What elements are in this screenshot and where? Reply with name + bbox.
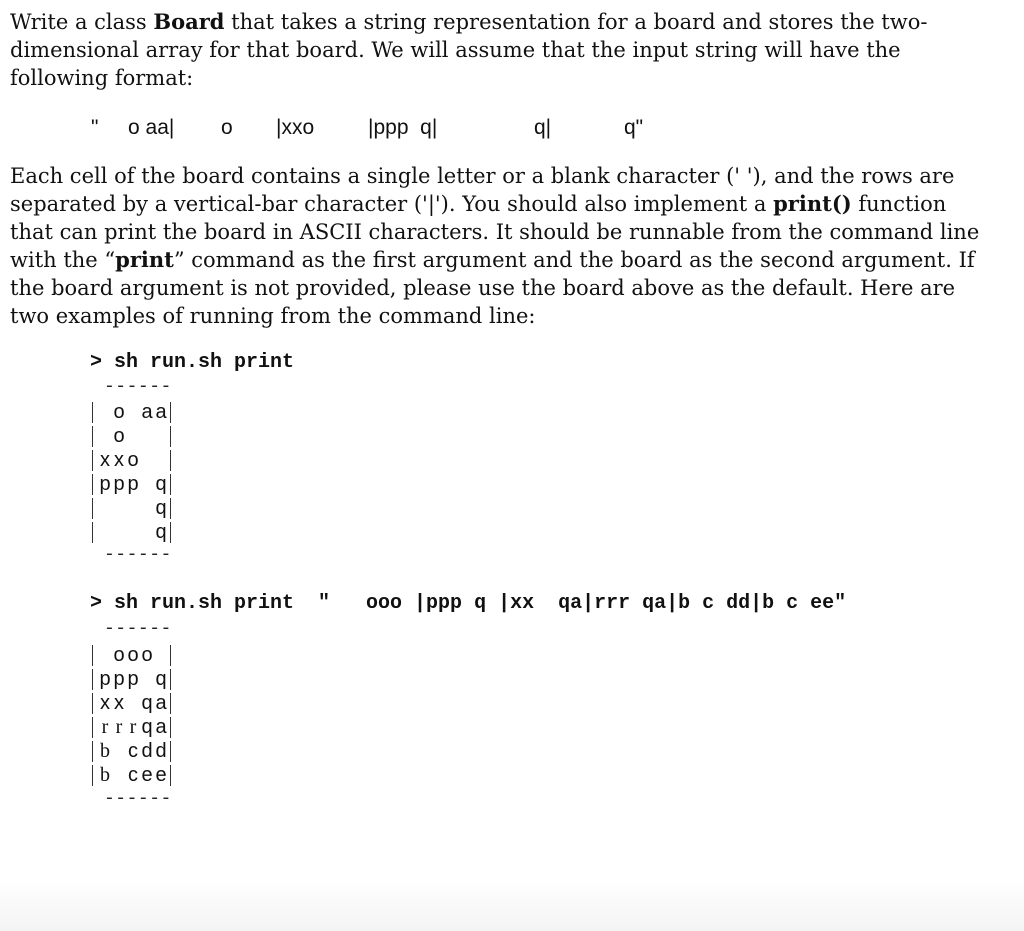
board-cell: a — [155, 692, 167, 714]
board-cell — [126, 691, 140, 715]
intro-paragraph — [10, 8, 1010, 92]
board-cell: p — [99, 668, 111, 690]
board-right-bar — [170, 450, 171, 471]
board-cell — [98, 520, 112, 544]
board-left-bar — [92, 522, 93, 543]
print-command-name: print — [115, 247, 174, 272]
board-cell — [140, 448, 154, 472]
board-cell — [140, 496, 154, 520]
board-right-bar — [170, 765, 171, 786]
board-right-bar — [170, 669, 171, 690]
board-left-bar — [92, 402, 93, 423]
board-cell: d — [141, 740, 153, 762]
board-cell: o — [127, 449, 139, 471]
board-cell: a — [155, 401, 167, 423]
board-cell: a — [141, 401, 153, 423]
board-cell — [112, 739, 126, 763]
board-cell — [98, 424, 112, 448]
board-cell — [140, 472, 154, 496]
board-cell: e — [155, 764, 167, 786]
board-right-bar — [170, 474, 171, 495]
board-right-bar — [170, 426, 171, 447]
board-cell — [140, 424, 154, 448]
example-1-bottom-separator: ------ — [104, 545, 172, 565]
body-line-3: that can print the board in ASCII characters. It should be runnable from the command line — [10, 220, 980, 244]
example-2-command: > sh run.sh print " ooo |ppp q |xx qa|rrr qa|b c dd|b c ee" — [90, 592, 847, 615]
board-right-bar — [170, 498, 171, 519]
board-cell: c — [128, 764, 138, 786]
board-cell: c — [128, 740, 138, 762]
board-cell: q — [155, 497, 167, 519]
board-cell: x — [114, 692, 124, 714]
board-cell: b — [100, 740, 110, 762]
format-open-quote: " — [91, 116, 99, 139]
board-cell: q — [141, 716, 153, 738]
board-cell — [112, 763, 126, 787]
body-paragraph — [10, 162, 1010, 330]
board-cell: p — [113, 473, 125, 495]
board-left-bar — [92, 474, 93, 495]
board-cell — [126, 520, 140, 544]
board-cell — [98, 496, 112, 520]
body-line-4: with the “print” command as the first argument and the board as the second argument. If — [10, 247, 975, 272]
intro-line-2: dimensional array for that board. We will assume that the input string will have the — [10, 38, 901, 62]
board-left-bar — [92, 693, 93, 714]
board-left-bar — [92, 717, 93, 738]
board-cell: q — [155, 473, 167, 495]
board-cell: q — [141, 692, 153, 714]
board-cell: e — [141, 764, 153, 786]
class-name-board: Board — [153, 9, 225, 34]
board-cell: o — [141, 644, 153, 666]
example-2-bottom-separator: ------ — [104, 789, 172, 809]
board-right-bar — [170, 645, 171, 666]
board-cell — [140, 520, 154, 544]
board-left-bar — [92, 426, 93, 447]
body-line-1: Each cell of the board contains a single letter or a blank character (' '), and the rows are — [10, 164, 955, 188]
board-left-bar — [92, 669, 93, 690]
format-row-2: o — [221, 116, 233, 139]
board-left-bar — [92, 765, 93, 786]
board-cell: x — [100, 449, 110, 471]
print-function-name: print() — [773, 191, 852, 216]
board-cell — [98, 400, 112, 424]
board-cell: r — [115, 716, 123, 738]
board-cell — [112, 496, 126, 520]
board-right-bar — [170, 402, 171, 423]
board-cell: p — [99, 473, 111, 495]
board-cell — [126, 424, 140, 448]
board-cell: a — [155, 716, 167, 738]
body-line-6: two examples of running from the command line: — [10, 304, 536, 328]
board-cell: b — [100, 764, 110, 786]
board-cell: d — [155, 740, 167, 762]
board-cell: o — [113, 644, 125, 666]
format-example — [0, 114, 1024, 144]
board-cell: p — [113, 668, 125, 690]
intro-line-1: Write a class Board that takes a string representation for a board and stores the two- — [10, 9, 928, 34]
board-cell: p — [127, 473, 139, 495]
format-row-1: o aa| — [128, 116, 175, 139]
board-cell — [154, 643, 168, 667]
format-row-5: q| — [534, 116, 552, 139]
example-1-top-separator: ------ — [104, 377, 172, 397]
format-row-4: |ppp q| — [368, 116, 438, 139]
board-cell: p — [127, 668, 139, 690]
board-cell — [126, 400, 140, 424]
format-row-6: q" — [624, 116, 644, 139]
board-right-bar — [170, 693, 171, 714]
board-cell — [98, 643, 112, 667]
example-1-command: > sh run.sh print — [90, 351, 295, 374]
board-right-bar — [170, 522, 171, 543]
board-left-bar — [92, 645, 93, 666]
board-cell: r — [101, 716, 109, 738]
board-cell — [154, 424, 168, 448]
board-cell: o — [113, 401, 125, 423]
board-cell — [126, 496, 140, 520]
board-cell: r — [129, 716, 137, 738]
example-2-top-separator: ------ — [104, 619, 172, 639]
board-left-bar — [92, 498, 93, 519]
board-cell: q — [155, 521, 167, 543]
board-cell — [112, 520, 126, 544]
body-line-2: separated by a vertical-bar character ('|'). You should also implement a print() function — [10, 191, 947, 216]
board-cell: x — [114, 449, 124, 471]
board-cell — [154, 448, 168, 472]
body-line-5: the board argument is not provided, please use the board above as the default. Here are — [10, 276, 956, 300]
board-right-bar — [170, 741, 171, 762]
board-right-bar — [170, 717, 171, 738]
intro-line-3: following format: — [10, 66, 194, 90]
board-cell: o — [127, 644, 139, 666]
board-cell — [140, 667, 154, 691]
board-cell: q — [155, 668, 167, 690]
board-cell: o — [113, 425, 125, 447]
board-left-bar — [92, 450, 93, 471]
board-left-bar — [92, 741, 93, 762]
format-row-3: |xxo — [276, 116, 315, 139]
board-cell: x — [100, 692, 110, 714]
